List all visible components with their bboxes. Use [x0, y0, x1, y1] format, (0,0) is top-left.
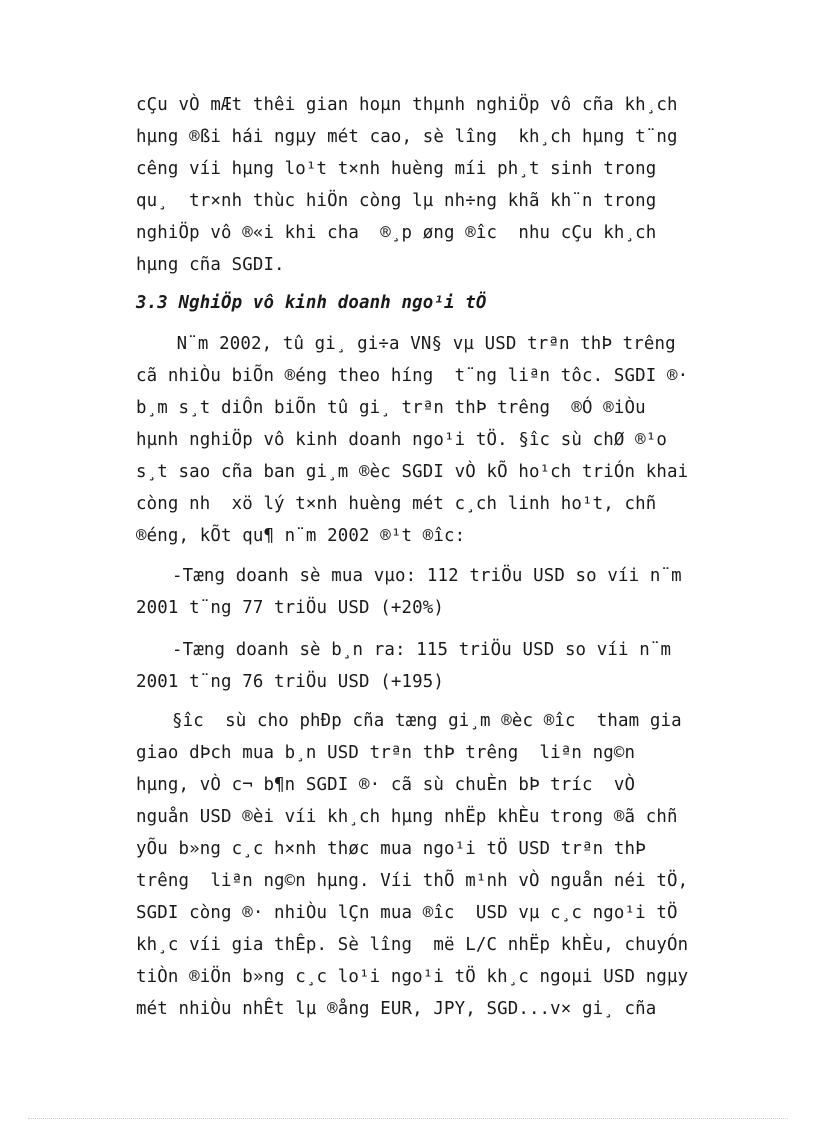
text-line: SGDI còng ®· nhiÒu lÇn mua ®îc USD vµ c¸c ngo¹i tÖ — [136, 903, 678, 923]
text-line: qu¸ tr×nh thùc hiÖn còng lµ nh÷ng khã kh¨n trong — [136, 191, 657, 211]
text-line: còng nh xö lý t×nh huèng mét c¸ch linh ho¹t, chñ — [136, 494, 657, 514]
section-heading: 3.3 NghiÖp vô kinh doanh ngo¹i tÖ — [136, 293, 487, 313]
bullet-line: 2001 t¨ng 76 triÖu USD (+195) — [136, 672, 444, 692]
text-line: hµng cña SGDI. — [136, 255, 285, 275]
text-line: hµng, vÒ c¬ b¶n SGDI ®· cã sù chuÈn bÞ tríc vÒ — [136, 775, 636, 795]
bullet-line: 2001 t¨ng 77 triÖu USD (+20%) — [136, 598, 444, 618]
text-line: cÇu vÒ mÆt thêi gian hoµn thµnh nghiÖp vô cña kh¸ch — [136, 95, 678, 115]
text-line: s¸t sao cña ban gi¸m ®èc SGDI vÒ kÕ ho¹ch triÓn khai — [136, 462, 689, 482]
text-line: trêng liªn ng©n hµng. Víi thÕ m¹nh vÒ nguån néi tÖ, — [136, 871, 689, 891]
text-line: b¸m s¸t diÔn biÕn tû gi¸ trªn thÞ trêng ®Ó ®iÒu — [136, 398, 646, 418]
text-line: N¨m 2002, tû gi¸ gi÷a VN§ vµ USD trªn thÞ trêng — [166, 334, 676, 354]
bullet-line: -Tæng doanh sè b¸n ra: 115 triÖu USD so víi n¨m — [172, 640, 672, 660]
text-line: yÕu b»ng c¸c h×nh thøc mua ngo¹i tÖ USD trªn thÞ — [136, 839, 646, 859]
text-line: cã nhiÒu biÕn ®éng theo híng t¨ng liªn tôc. SGDI ®· — [136, 366, 689, 386]
page-bottom-divider — [28, 1118, 788, 1119]
text-line: ®éng, kÕt qu¶ n¨m 2002 ®¹t ®îc: — [136, 526, 466, 546]
text-line: §îc sù cho phÐp cña tæng gi¸m ®èc ®îc tham gia — [172, 711, 682, 731]
text-line: nghiÖp vô ®«i khi cha ®¸p øng ®îc nhu cÇu kh¸ch — [136, 223, 657, 243]
text-line: tiÒn ®iÖn b»ng c¸c lo¹i ngo¹i tÖ kh¸c ngoµi USD ngµy — [136, 967, 689, 987]
text-line: hµnh nghiÖp vô kinh doanh ngo¹i tÖ. §îc sù chØ ®¹o — [136, 430, 668, 450]
text-line: hµng ®ßi hái ngµy mét cao, sè lîng kh¸ch hµng t¨ng — [136, 127, 678, 147]
bullet-line: -Tæng doanh sè mua vµo: 112 triÖu USD so víi n¨m — [172, 566, 682, 586]
text-line: giao dÞch mua b¸n USD trªn thÞ trêng liªn ng©n — [136, 743, 636, 763]
text-line: mét nhiÒu nhÊt lµ ®ång EUR, JPY, SGD...v× gi¸ cña — [136, 999, 657, 1019]
text-line: kh¸c víi gia thÊp. Sè lîng më L/C nhËp khÈu, chuyÓn — [136, 935, 689, 955]
text-line: cêng víi hµng lo¹t t×nh huèng míi ph¸t sinh trong — [136, 159, 657, 179]
text-line: nguån USD ®èi víi kh¸ch hµng nhËp khÈu trong ®ã chñ — [136, 807, 678, 827]
